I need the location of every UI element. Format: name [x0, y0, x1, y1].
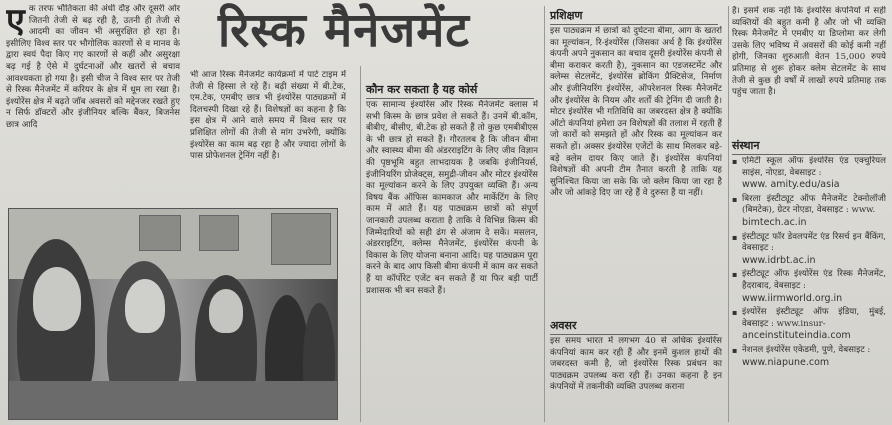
photo-frame-right: [199, 215, 239, 251]
column-three: [366, 100, 538, 420]
who-can-do-heading: कौन कर सकता है यह कोर्स: [366, 82, 534, 99]
column-four: [550, 26, 722, 308]
institute-url: www.idrbt.ac.in: [742, 254, 816, 266]
column-four-bottom: [550, 336, 722, 422]
institute-item: ▪ इंस्टीट्यूट फॉर डेवलपमेंट एंड रिसर्च इन बैंकिंग, वेबसाइट : www.idrbt.ac.in: [732, 232, 886, 267]
person-1-face: [33, 267, 81, 331]
institute-url: www.niapune.com: [742, 356, 830, 368]
intro-column: [6, 4, 180, 200]
institute-item: ▪ एमिटी स्कूल ऑफ इंश्योरेंस एंड एक्चुरियल साइंस, नोएडा, वेबसाइट : www. amity.edu/asia: [732, 156, 886, 191]
institute-url: anceinstituteindia.com: [742, 330, 851, 342]
column-two: [190, 70, 346, 202]
column-rule-2: [544, 6, 545, 422]
column-four-text: इस पाठ्यक्रम में छात्रों को दुर्घटना बीमा, आग के खतरों का मूल्यांकन, रि-इंश्योरेंस (जिसका अर्थ है कि इंश्योरेंस कंपनी अपने नुकसान का बचाव दूसरी इंश्योरेंस कंपनी से बीमा कराकर करती है), नुकसान का एडजस्टमेंट और क्लेम्स सेटलमेंट, इंश्योरेंस ब्रोकिंग प्रैक्टिसेज, निर्माण और इंजीनियरिंग इंश्योरेंस, ऑपरेशनल रिस्क मैनेजमेंट और इंश्योरेंस के नियम और शर्तों की ट्रेनिंग दी जाती है। मोटर इंश्योरेंस भी गतिविधि का जबरदस्त क्षेत्र है क्योंकि ऑटो कंपनियां हमेशा उन विशेषज्ञों की तलाश में रहती हैं जो कारों को समझते हों और रिस्क का मूल्यांकन कर सकते हों। अक्सर इंश्योरेंस एजेंटों के साथ मिलकर बड़े-बड़े क्लेम दायर किए जाते हैं। इंश्योरेंस कंपनियां विशेषज्ञों की अपनी टीम तैनात करती है ताकि यह सुनिश्चित किया जा सके कि जो क्लेम किया जा रहा है और जो आंकड़े दिए जा रहे हैं वे दुरुस्त हैं या नहीं।: [550, 26, 722, 199]
headline: रिस्क मैनेजमेंट: [218, 3, 470, 58]
institute-item: ▪ नेशनल इंश्योरेंस एकेडमी, पुणे, वेबसाइट : www.niapune.com: [732, 345, 886, 368]
institute-item: ▪ इंस्टीट्यूट ऑफ इंश्योरेंस एंड रिस्क मैनेजमेंट, हैदराबाद, वेबसाइट : www.iirmworld.org.in: [732, 269, 886, 304]
photo-frame-left: [139, 215, 181, 251]
institutes-heading: संस्थान: [732, 138, 882, 155]
training-heading: प्रशिक्षण: [550, 8, 718, 25]
column-two-text: भी आज रिस्क मैनेजमेंट कार्यक्रमों में पार्ट टाइम में तेजी से हिस्सा ले रहे हैं। बढ़ी संख्या में बी.टेक, एम.टेक, एमबीए छात्र भी इंश्योरेंस पाठ्यक्रमों में दिलचस्पी दिखा रहे हैं। विशेषज्ञों का कहना है कि इस क्षेत्र में आने वाले समय में विश्व स्तर पर प्रशिक्षित लोगों की तेजी से मांग उभरेगी, क्योंकि इंश्योरेंस का काम बढ़ रहा है और ज्यादा लोगों के पास प्रोफेशनल ट्रेनिंग नहीं है।: [190, 70, 346, 162]
column-three-text: एक सामान्य इंश्योरेंस और रिस्क मैनेजमेंट क्लास में सभी किस्म के छात्र प्रवेश ले सकते हैं। उनमें बी.कॉम, बीबीए, बीसीए, बी.टेक हो सकते हैं तो कुछ एमबीबीएस के भी छात्र हो सकते हैं। गौरतलब है कि जीवन बीमा और स्वास्थ्य बीमा की अंडरराइटिंग के लिए जीव विज्ञान की पृष्ठभूमि बहुत लाभदायक है जबकि इंजीनियर्स, इंजीनियरिंग प्रोजेक्ट्स, समुद्री-जीवन और मोटर इंश्योरेंस का मूल्यांकन करने के लिए उपयुक्त व्यक्ति हैं। अन्य विषय बैंक ऑफिस कामकाज और मार्केटिंग के लिए काम में आते हैं। यह पाठ्यक्रम छात्रों को संपूर्ण जानकारी उपलब्ध कराता है ताकि वे विभिन्न किस्म की जिम्मेदारियों को सही ढंग से अंजाम दे सकें। मसलन, अंडरराइटिंग, क्लेम्स मैनेजमेंट, इंश्योरेंस कंपनी के विकास के लिए योजना बनाना आदि। यह पाठ्यक्रम पूरा करने के बाद आप किसी बीमा कंपनी में काम कर सकते हैं या कॉर्पोरेट एजेंट बन सकते हैं या फिर बड़ी पार्टी प्रशासक भी बन सकते हैं।: [366, 100, 538, 296]
column-five-text: है। इसमें शक नहीं कि इंश्योरेंस कंपनियों में सही व्यक्तियों की बहुत कमी है और जो भी व्यक्ति रिस्क मैनेजमेंट में एमबीए या डिप्लोमा कर लेगी उसके लिए भविष्य में अवसरों की कोई कमी नहीं होगी, जिनका शुरुआती वेतन 15,000 रुपये प्रतिमाह से शुरू होकर क्लेम सेटलमेंट के साथ तेजी से कुछ ही वर्षों में लाखों रुपये प्रतिमाह तक पहुंच जाता है।: [732, 6, 886, 98]
column-five: [732, 6, 886, 136]
institute-item: ▪ इंश्योरेंस इंस्टीट्यूट ऑफ इंडिया, मुंबई, वेबसाइट : www.insur- anceinstituteindia.com: [732, 307, 886, 342]
photo-board: [271, 213, 331, 265]
institute-url: www. amity.edu/asia: [742, 179, 840, 191]
column-rule-1: [360, 66, 361, 422]
person-2-face: [125, 279, 165, 333]
opportunity-text: इस समय भारत में लगभग 40 से अधिक इंश्योरेंस कंपनियां काम कर रही हैं और इनमें कुशल हाथों की जबरदस्त कमी है, जो इंश्योरेंस रिस्क प्रबंधन का पाठ्यक्रम उपलब्ध करा रही हैं। उनका कहना है इन कंपनियों में तकनीकी व्यक्ति उपलब्ध कराना: [550, 336, 722, 393]
dropcap-letter: ए: [6, 4, 25, 41]
intro-text: क तरफ भौतिकता की अंधी दौड़ और दूसरी ओर जितनी तेजी से बढ़ रही है, उतनी ही तेजी से आदमी का जीवन भी असुरक्षित हो रहा है। इसीलिए विश्व स्तर पर भौगोलिक कारणों से व मानव के द्वारा स्वयं पैदा किए गए कारणों से कहीं और असुरक्षा बढ़ गई है ऐसे में दुर्घटनाओं और खतरों से बचाव आवश्यकता हो गया है। इसी चीज ने विश्व स्तर पर तेजी से रिस्क मैनेजमेंट में करियर के क्षेत्र में धूम ला रखा है। इंश्योरेंस क्षेत्र में बढ़ते जॉब अवसरों को मद्देनजर रखते हुए न सिर्फ डॉक्टरों और इंजीनियर बल्कि बैंकर, बिजनेस छात्र आदि: [6, 4, 180, 130]
person-3-face: [209, 289, 243, 333]
column-rule-3: [728, 6, 729, 422]
opportunity-heading: अवसर: [550, 318, 718, 335]
institutes-list: [732, 156, 886, 368]
institute-url: www.iirmworld.org.in: [742, 292, 843, 304]
photo-desk: [9, 381, 337, 419]
institute-item: ▪ बिरला इंस्टीट्यूट ऑफ मैनेजमेंट टेक्नोलॉजी (बिमटेक), ग्रेटर नोएडा, वेबसाइट : www. bimtech.ac.in: [732, 194, 886, 229]
institutes-box: [732, 156, 886, 422]
classroom-photo: [8, 208, 338, 420]
institute-url: bimtech.ac.in: [742, 216, 807, 228]
